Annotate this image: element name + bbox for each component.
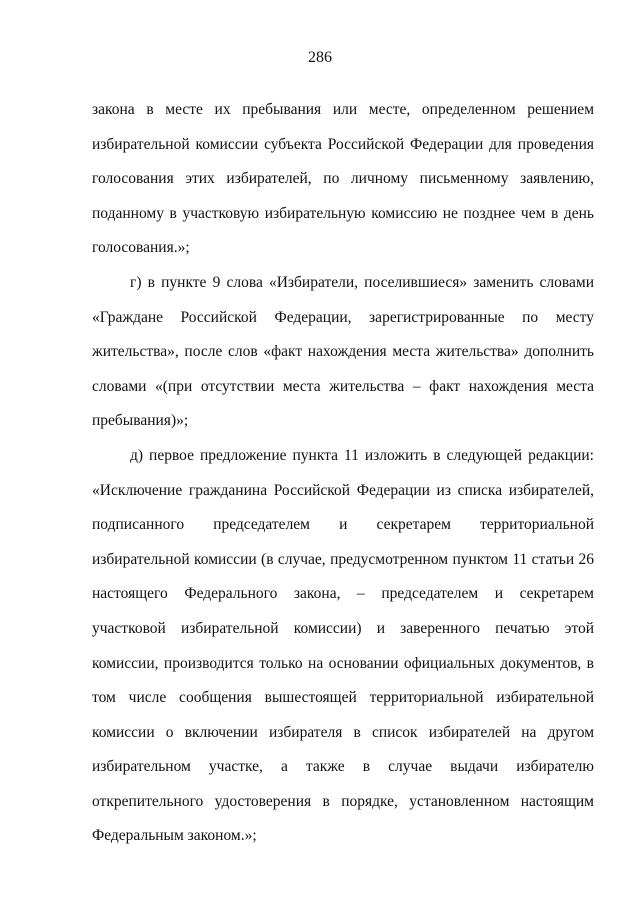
page-number: 286 <box>308 49 332 66</box>
paragraph-item-d: д) первое предложение пункта 11 изложить в следующей редакции: «Исключение гражданина Российской Федерации из списка избирателей, подписанного председателем и секретарем территориальной избирательной комиссии (в случае, предусмотренном пунктом 11 статьи 26 настоящего Федерального закона, – председателем и секретарем участковой избирательной комиссии) и заверенного печатью этой комиссии, производится только на основании официальных документов, в том числе сообщения вышестоящей территориальной избирательной комиссии о включении избирателя в список избирателей на другом избирательном участке, а также в случае выдачи избирателю открепительного удостоверения в порядке, установленном настоящим Федеральным законом.»; <box>92 446 594 845</box>
paragraph-continuation: закона в месте их пребывания или месте, определенном решением избирательной комиссии субъекта Российской Федерации для проведения голосования этих избирателей, по личному письменному заявлению, поданному в участковую избирательную комиссию не позднее чем в день голосования.»; <box>92 101 594 257</box>
paragraph-item-g: г) в пункте 9 слова «Избиратели, поселившиеся» заменить словами «Граждане Российской Федерации, зарегистрированные по месту жительства», после слов «факт нахождения места жительства» дополнить словами «(при отсутствии места жительства – факт нахождения места пребывания)»; <box>92 273 594 430</box>
document-body <box>92 93 594 854</box>
